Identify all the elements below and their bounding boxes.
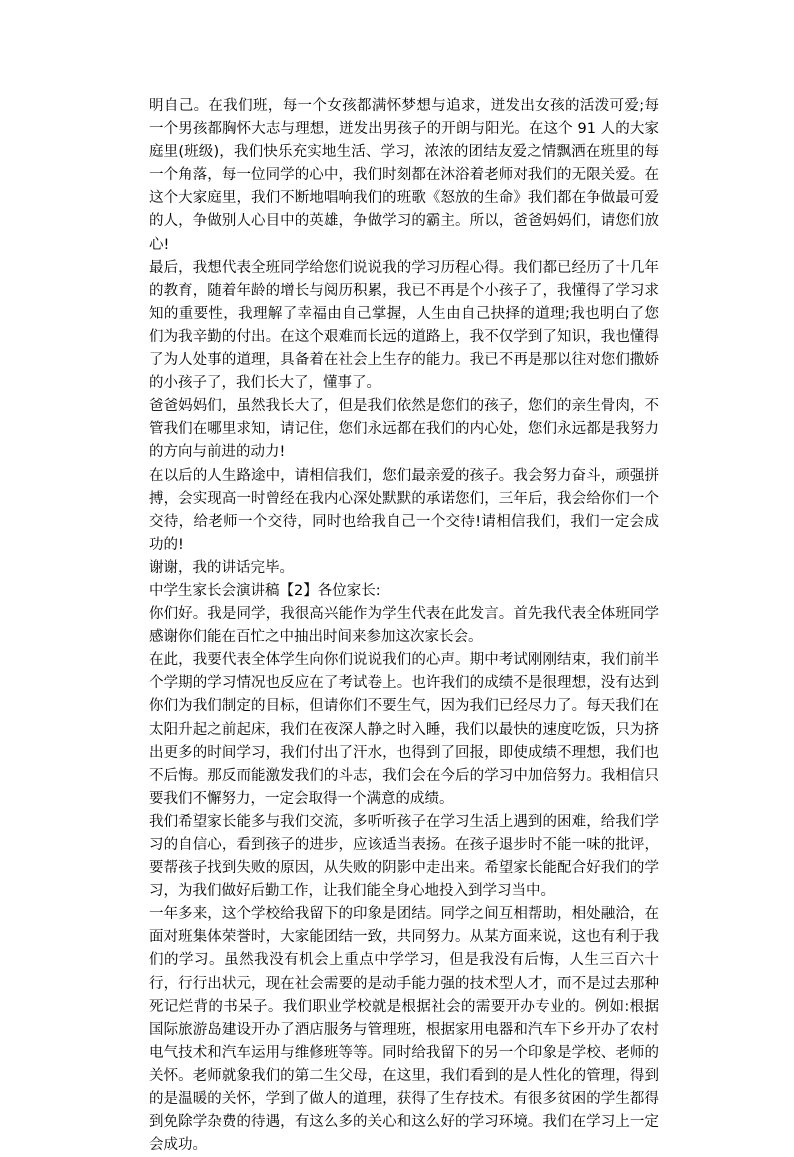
paragraph: 最后，我想代表全班同学给您们说说我的学习历程心得。我们都已经历了十几年的教育，随着年龄的增长与阅历积累，我已不再是个小孩子了，我懂得了学习求知的重要性，我理解了幸福由自己掌握，人生由自己抉择的道理;我也明白了您们为我辛勤的付出。在这个艰难而长远的道路上，我不仅学到了知识，我也懂得了为人处事的道理，具备着在社会上生存的能力。我已不再是那以往对您们撒娇的小孩子了，我们长大了，懂事了。 <box>149 259 659 392</box>
paragraph: 明自己。在我们班，每一个女孩都满怀梦想与追求，迸发出女孩的活泼可爱;每一个男孩都胸怀大志与理想，迸发出男孩子的开朗与阳光。在这个 91 人的大家庭里(班级)，我们快乐充实地生活、学习，浓浓的团结友爱之情飘洒在班里的每一个角落，每一位同学的心中，我们时刻都在沐浴着老师对我们的无限关爱。在这个大家庭里，我们不断地唱响我们的班歌《怒放的生命》我们都在争做最可爱的人，争做别人心目中的英雄，争做学习的霸主。所以，爸爸妈妈们，请您们放心! <box>149 98 659 253</box>
paragraph: 在此，我要代表全体学生向你们说说我们的心声。期中考试刚刚结束，我们前半个学期的学习情况也反应在了考试卷上。也许我们的成绩不是很理想，没有达到你们为我们制定的目标，但请你们不要生气，因为我们已经尽力了。每天我们在太阳升起之前起床，我们在夜深人静之时入睡，我们以最快的速度吃饭，只为挤出更多的时间学习，我们付出了汗水，也得到了回报，即使成绩不理想，我们也不后悔。那反而能激发我们的斗志，我们会在今后的学习中加倍努力。我相信只要我们不懈努力，一定会取得一个满意的成绩。 <box>149 652 659 807</box>
paragraph: 我们希望家长能多与我们交流，多听听孩子在学习生活上遇到的困难，给我们学习的自信心，看到孩子的进步，应该适当表扬。在孩子退步时不能一味的批评，要帮孩子找到失败的原因，从失败的阴影中走出来。希望家长能配合好我们的学习，为我们做好后勤工作，让我们能全身心地投入到学习当中。 <box>149 813 659 900</box>
paragraph: 谢谢，我的讲话完毕。 <box>149 559 294 576</box>
paragraph: 爸爸妈妈们，虽然我长大了，但是我们依然是您们的孩子，您们的亲生骨肉，不管我们在哪里求知，请记住，您们永远都在我们的内心处，您们永远都是我努力的方向与前进的动力! <box>149 398 659 461</box>
paragraph: 你们好。我是同学，我很高兴能作为学生代表在此发言。首先我代表全体班同学感谢你们能在百忙之中抽出时间来参加这次家长会。 <box>149 606 659 646</box>
paragraph: 在以后的人生路途中，请相信我们，您们最亲爱的孩子。我会努力奋斗，顽强拼搏，会实现高一时曾经在我内心深处默默的承诺您们，三年后，我会给你们一个交待，给老师一个交待，同时也给我自己一个交待!请相信我们，我们一定会成功的! <box>149 467 659 553</box>
section-heading: 中学生家长会演讲稿【2】各位家长: <box>149 582 381 599</box>
document-body <box>149 95 659 1157</box>
paragraph: 一年多来，这个学校给我留下的印象是团结。同学之间互相帮助，相处融洽，在面对班集体荣誉时，大家能团结一致，共同努力。从某方面来说，这也有利于我们的学习。虽然我没有机会上重点中学学习，但是我没有后悔，人生三百六十行，行行出状元，现在社会需要的是动手能力强的技术型人才，而不是过去那种死记烂背的书呆子。我们职业学校就是根据社会的需要开办专业的。例如:根据国际旅游岛建设开办了酒店服务与管理班，根据家用电器和汽车下乡开办了农村电气技术和汽车运用与维修班等等。同时给我留下的另一个印象是学校、老师的关怀。老师就象我们的第二生父母，在这里，我们看到的是人性化的管理，得到的是温暖的关怀，学到了做人的道理，获得了生存技术。有很多贫困的学生都得到免除学杂费的待遇，有这么多的关心和这么好的学习环境。我们在学习上一定会成功。 <box>149 906 659 1154</box>
